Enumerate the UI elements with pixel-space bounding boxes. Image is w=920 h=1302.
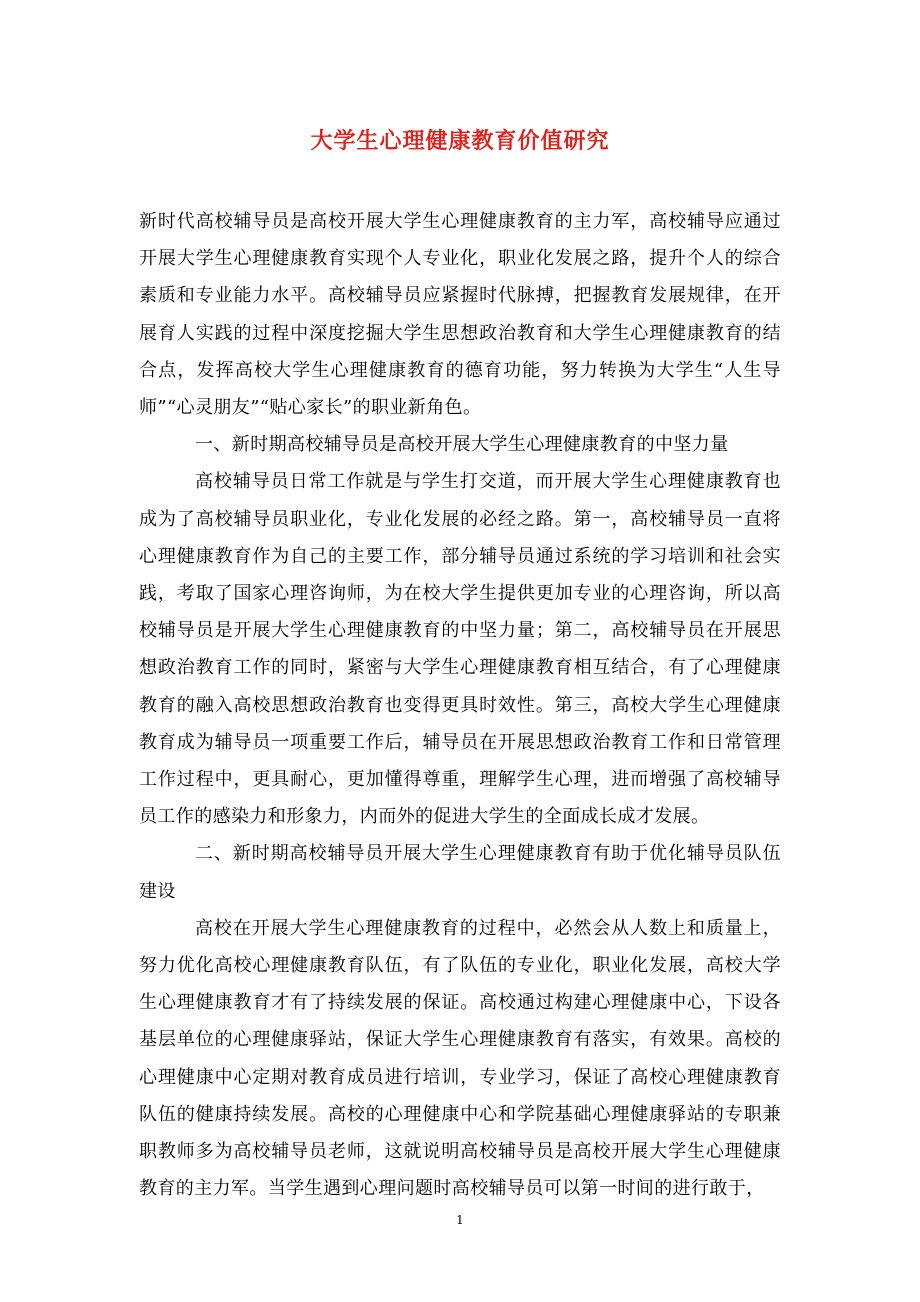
section-heading-1: 一、新时期高校辅导员是高校开展大学生心理健康教育的中坚力量 [195,434,729,456]
section-heading-2: 二、新时期高校辅导员开展大学生心理健康教育有助于优化辅导员队伍建设 [139,843,781,902]
document-body [139,203,781,1207]
body-paragraph-2: 高校在开展大学生心理健康教育的过程中，必然会从人数上和质量上，努力优化高校心理健康教育队伍，有了队伍的专业化，职业化发展，高校大学生心理健康教育才有了持续发展的保证。高校通过构建心理健康中心，下设各基层单位的心理健康驿站，保证大学生心理健康教育有落实，有效果。高校的心理健康中心定期对教育成员进行培训，专业学习，保证了高校心理健康教育队伍的健康持续发展。高校的心理健康中心和学院基础心理健康驿站的专职兼职教师多为高校辅导员老师，这就说明高校辅导员是高校开展大学生心理健康教育的主力军。当学生遇到心理问题时高校辅导员可以第一时间的进行敢于， [139,917,781,1200]
page-number: 1 [456,1213,464,1227]
intro-paragraph: 新时代高校辅导员是高校开展大学生心理健康教育的主力军，高校辅导应通过开展大学生心理健康教育实现个人专业化，职业化发展之路，提升个人的综合素质和专业能力水平。高校辅导员应紧握时代脉搏，把握教育发展规律，在开展育人实践的过程中深度挖掘大学生思想政治教育和大学生心理健康教育的结合点，发挥高校大学生心理健康教育的德育功能，努力转换为大学生“人生导师”“心灵朋友”“贴心家长”的职业新角色。 [139,211,781,419]
body-paragraph-1: 高校辅导员日常工作就是与学生打交道，而开展大学生心理健康教育也成为了高校辅导员职业化，专业化发展的必经之路。第一，高校辅导员一直将心理健康教育作为自己的主要工作，部分辅导员通过系统的学习培训和社会实践，考取了国家心理咨询师，为在校大学生提供更加专业的心理咨询，所以高校辅导员是开展大学生心理健康教育的中坚力量；第二，高校辅导员在开展思想政治教育工作的同时，紧密与大学生心理健康教育相互结合，有了心理健康教育的融入高校思想政治教育也变得更具时效性。第三，高校大学生心理健康教育成为辅导员一项重要工作后，辅导员在开展思想政治教育工作和日常管理工作过程中，更具耐心，更加懂得尊重，理解学生心理，进而增强了高校辅导员工作的感染力和形象力，内而外的促进大学生的全面成长成才发展。 [139,471,781,828]
document-title: 大学生心理健康教育价值研究 [310,128,610,154]
